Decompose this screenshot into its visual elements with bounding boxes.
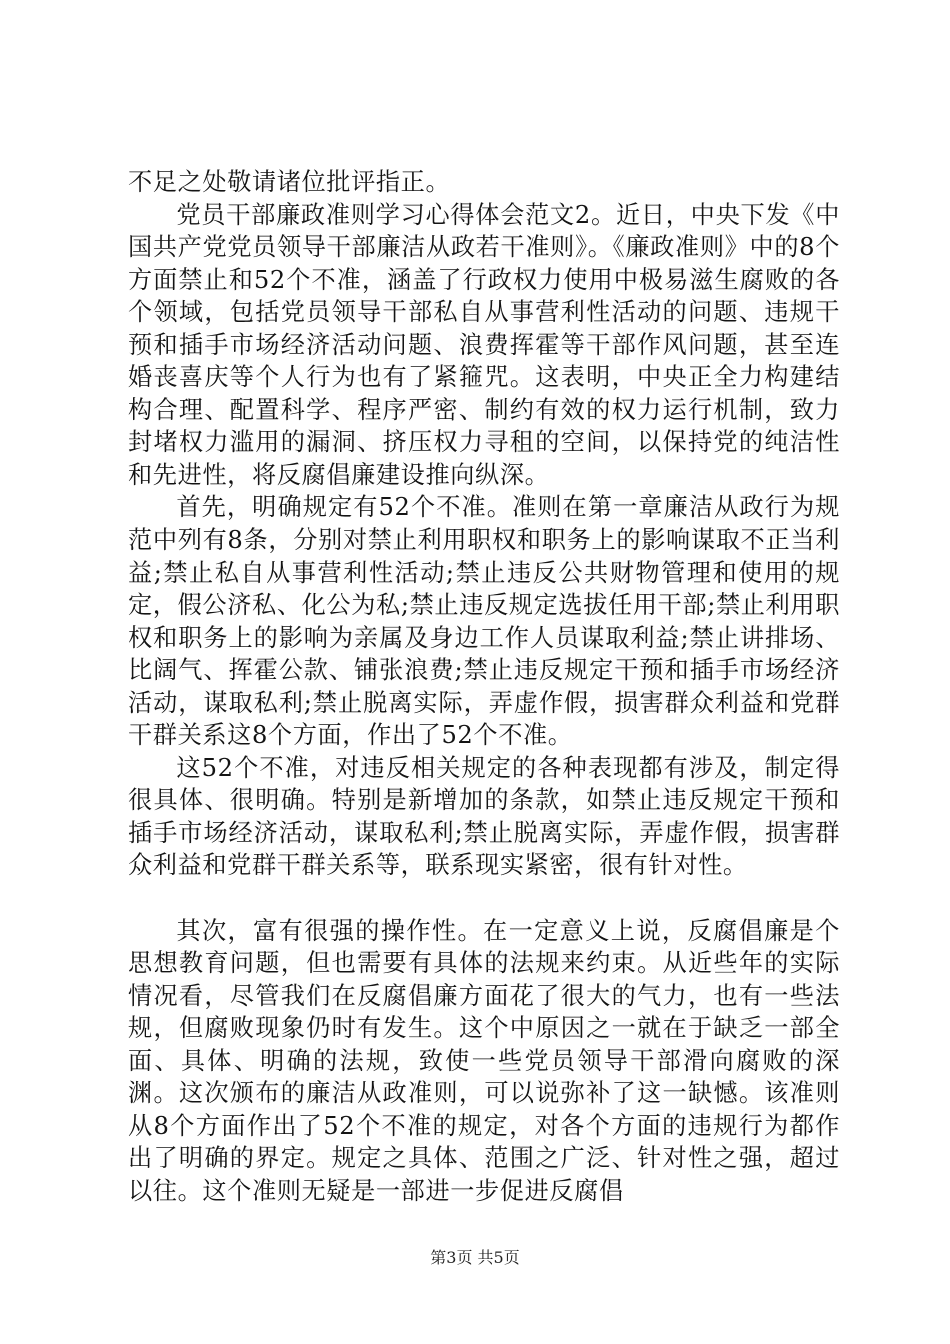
paragraph-second-point: 其次，富有很强的操作性。在一定意义上说，反腐倡廉是个思想教育问题，但也需要有具体的法规来约束。从近些年的实际情况看，尽管我们在反腐倡廉方面花了很大的气力，也有一些法规，但腐败现象仍时有发生。这个中原因之一就在于缺乏一部全面、具体、明确的法规，致使一些党员领导干部滑向腐败的深渊。这次颁布的廉洁从政准则，可以说弥补了这一缺憾。该准则从8个方面作出了52个不准的规定，对各个方面的违规行为都作出了明确的界定。规定之具体、范围之广泛、针对性之强，超过以往。这个准则无疑是一部进一步促进反腐倡 bbox=[128, 916, 840, 1205]
paragraph-closing: 不足之处敬请诸位批评指正。 bbox=[128, 168, 451, 196]
page-footer: 第3页 共5页 bbox=[430, 1248, 520, 1267]
body-text bbox=[128, 166, 840, 1208]
paragraph-specifics: 这52个不准，对违反相关规定的各种表现都有涉及，制定得很具体、很明确。特别是新增加的条款，如禁止违反规定干预和插手市场经济活动，谋取私利;禁止脱离实际，弄虚作假，损害群众利益和党群干群关系等，联系现实紧密，很有针对性。 bbox=[128, 753, 840, 880]
paragraph-first-point: 首先，明确规定有52个不准。准则在第一章廉洁从政行为规范中列有8条，分别对禁止利用职权和职务上的影响谋取不正当利益;禁止私自从事营利性活动;禁止违反公共财物管理和使用的规定，假公济私、化公为私;禁止违反规定选拔任用干部;禁止利用职权和职务上的影响为亲属及身边工作人员谋取利益;禁止讲排场、比阔气、挥霍公款、铺张浪费;禁止违反规定干预和插手市场经济活动，谋取私利;禁止脱离实际，弄虚作假，损害群众利益和党群干群关系这8个方面，作出了52个不准。 bbox=[128, 493, 840, 750]
paragraph-intro: 党员干部廉政准则学习心得体会范文2。近日，中央下发《中国共产党党员领导干部廉洁从政若干准则》。《廉政准则》中的8个方面禁止和52个不准，涵盖了行政权力使用中极易滋生腐败的各个领域，包括党员领导干部私自从事营利性活动的问题、违规干预和插手市场经济活动问题、浪费挥霍等干部作风问题，甚至连婚丧喜庆等个人行为也有了紧箍咒。这表明，中央正全力构建结构合理、配置科学、程序严密、制约有效的权力运行机制，致力封堵权力滥用的漏洞、挤压权力寻租的空间，以保持党的纯洁性和先进性，将反腐倡廉建设推向纵深。 bbox=[128, 200, 840, 489]
